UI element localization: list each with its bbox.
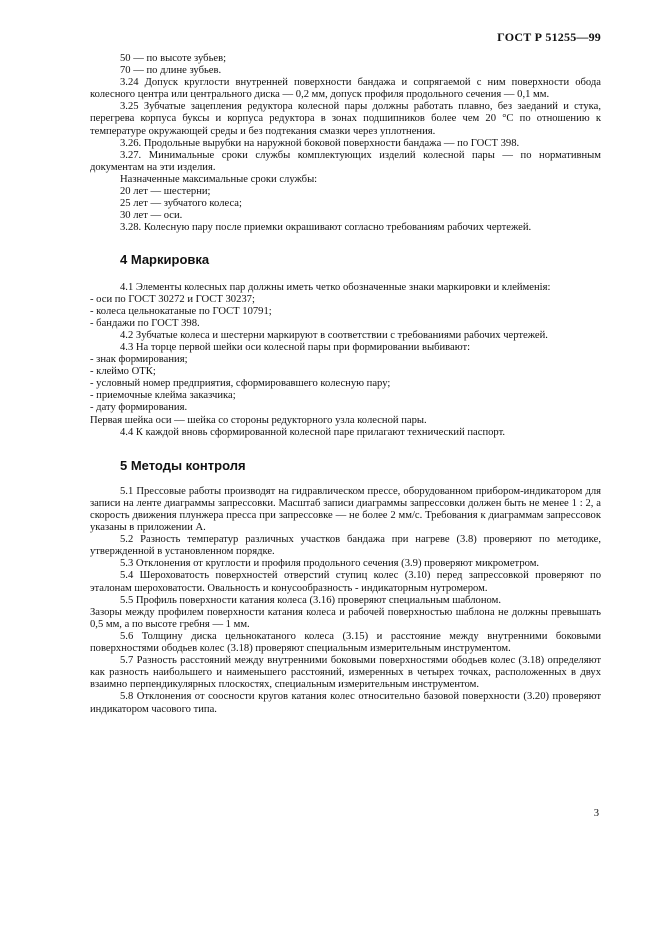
paragraph: 5.1 Прессовые работы производят на гидравлическом прессе, оборудованном прибором-индикатором для записи на ленте диаграммы запрессовки. Масштаб записи диаграммы запрессовки должен быть не менее 1 : 2, а скорость движения плунжера пресса при запрессовке — не более 2 мм/с. Требования к диаграммам запрессовок указаны в приложении А.	[90, 485, 601, 534]
paragraph: 5.7 Разность расстояний между внутренними боковыми поверхностями ободьев колес (3.18) определяют как разность наибольшего и наименьшего расстояний, измеренных в четырех точках, расположенных в двух взаимно перпендикулярных плоскостях, специальным измерительным инструментом.	[90, 655, 601, 691]
paragraph: 3.27. Минимальные сроки службы комплектующих изделий колесной пары — по нормативным документам на эти изделия.	[90, 149, 601, 173]
list-item: - дату формирования.	[90, 402, 188, 414]
list-item: - приемочные клейма заказчика;	[90, 390, 236, 402]
paragraph: 5.5 Профиль поверхности катания колеса (3.16) проверяют специальным шаблоном.	[120, 594, 501, 606]
list-item: - бандажи по ГОСТ 398.	[90, 317, 200, 329]
paragraph: 70 — по длине зубьев.	[120, 65, 222, 77]
paragraph: 4.2 Зубчатые колеса и шестерни маркируют в соответствии с требованиями рабочих чертежей.	[120, 329, 548, 341]
paragraph: 5.6 Толщину диска цельнокатаного колеса (3.15) и расстояние между внутренними боковыми поверхностями ободьев колес (3.18) проверяют специальным измерительным инструментом.	[90, 630, 601, 655]
paragraph: 50 — по высоте зубьев;	[120, 53, 227, 64]
paragraph: 30 лет — оси.	[120, 210, 183, 222]
paragraph: 4.4 К каждой вновь сформированной колесной паре прилагают технический паспорт.	[120, 426, 506, 438]
list-item: - оси по ГОСТ 30272 и ГОСТ 30237;	[90, 293, 255, 305]
section-heading-control-methods: 5 Методы контроля	[120, 457, 246, 473]
paragraph: 5.4 Шероховатость поверхностей отверстий ступиц колес (3.10) перед запрессовкой проверяют по эталонам шероховатости. Овальность и конусообразность - индикаторным нутромером.	[90, 570, 601, 594]
paragraph: Первая шейка оси — шейка со стороны редукторного узла колесной пары.	[90, 414, 427, 426]
document-body	[90, 53, 601, 716]
paragraph: Зазоры между профилем поверхности катания колеса и рабочей поверхностью шаблона не должны превышать 0,5 мм, а по высоте гребня — 1 мм.	[90, 606, 601, 630]
list-item: - колеса цельнокатаные по ГОСТ 10791;	[90, 305, 272, 317]
paragraph: 3.25 Зубчатые зацепления редуктора колесной пары должны работать плавно, без заеданий и стука, перегрева корпуса буксы и корпуса редуктора в зонах подшипников более чем 20 °С по отношению к температуре окружающей среды и без подтекания смазки через уплотнения.	[90, 101, 601, 137]
paragraph: 4.1 Элементы колесных пар должны иметь четко обозначенные знаки маркировки и клейменія:	[120, 281, 551, 293]
paragraph: 5.8 Отклонения от соосности кругов катания колес относительно базовой поверхности (3.20) проверяют индикатором часового типа.	[90, 691, 601, 715]
section-heading-marking: 4 Маркировка	[120, 252, 210, 268]
paragraph: 5.2 Разность температур различных участков бандажа при нагреве (3.8) проверяют по методике, утвержденной в установленном порядке.	[90, 534, 601, 558]
list-item: - условный номер предприятия, сформировавшего колесную пару;	[90, 378, 391, 390]
document-header: ГОСТ Р 51255—99	[497, 30, 601, 44]
paragraph: 3.24 Допуск круглости внутренней поверхности бандажа и сопрягаемой с ним поверхности обода колесного центра или центрального диска — 0,2 мм, допуск профиля продольного сечения — 0,1 мм.	[90, 77, 601, 101]
paragraph: 4.3 На торце первой шейки оси колесной пары при формировании выбивают:	[120, 341, 471, 353]
paragraph: 3.26. Продольные вырубки на наружной боковой поверхности бандажа — по ГОСТ 398.	[120, 137, 520, 149]
paragraph: 25 лет — зубчатого колеса;	[120, 198, 242, 210]
paragraph: Назначенные максимальные сроки службы:	[120, 173, 318, 185]
paragraph: 5.3 Отклонения от круглости и профиля продольного сечения (3.9) проверяют микрометром.	[120, 558, 540, 570]
paragraph: 20 лет — шестерни;	[120, 186, 211, 198]
list-item: - клеймо ОТК;	[90, 366, 156, 378]
paragraph: 3.28. Колесную пару после приемки окрашивают согласно требованиям рабочих чертежей.	[120, 222, 532, 234]
list-item: - знак формирования;	[90, 354, 188, 366]
page-number: 3	[593, 808, 599, 819]
